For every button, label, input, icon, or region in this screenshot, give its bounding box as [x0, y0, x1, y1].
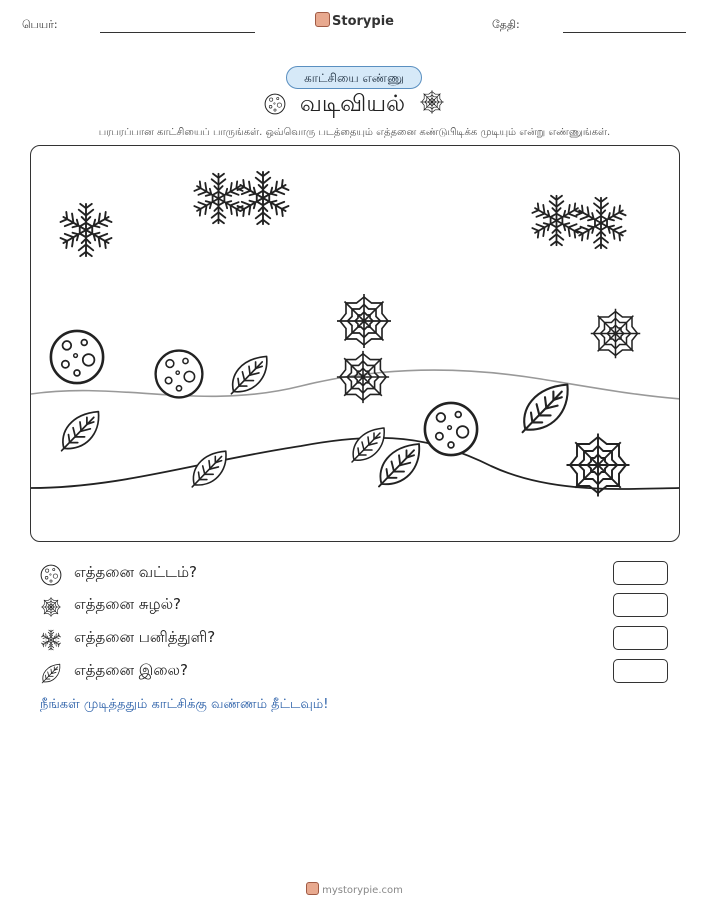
page-title: [0, 89, 709, 120]
question-circle: [40, 561, 680, 587]
question-text: எத்தனை பனித்துளி?: [74, 628, 216, 646]
answer-box-leaf[interactable]: [613, 659, 668, 683]
date-label: தேதி:: [492, 18, 520, 31]
title-text: வடிவியல்: [299, 91, 406, 117]
footer: [0, 882, 709, 896]
scene-illustration: [31, 146, 680, 542]
leaf-icon: [62, 412, 99, 451]
snowflake-icon: [194, 174, 244, 224]
leaf-icon: [352, 428, 384, 462]
brand-name: Storypie: [332, 14, 394, 29]
question-text: எத்தனை இலை?: [74, 661, 188, 679]
brand-logo: [0, 12, 709, 29]
question-text: எத்தனை சுழல்?: [74, 595, 182, 613]
snowflake-icon: [576, 198, 627, 248]
snowflake-icon: [237, 172, 289, 224]
instructions: பரபரப்பான காட்சியைப் பாருங்கள். ஒவ்வொரு படத்தையும் எத்தனை கண்டுபிடிக்க முடியும் என்று எண்ணுங்கள்.: [98, 127, 611, 138]
leaf-icon: [523, 385, 568, 433]
spiderweb-icon: [40, 596, 62, 618]
moon-icon: [425, 403, 477, 455]
activity-badge: காட்சியை எண்ணு: [286, 66, 422, 89]
storypie-logo-icon: [306, 882, 319, 895]
snowflake-icon: [40, 629, 62, 651]
question-text: எத்தனை வட்டம்?: [74, 563, 198, 581]
leaf-icon: [231, 356, 266, 393]
spiderweb-icon: [567, 434, 630, 497]
footer-url: mystorypie.com: [322, 885, 403, 896]
question-spiral: [40, 593, 680, 619]
moon-icon: [264, 93, 286, 115]
spiderweb-icon: [337, 351, 389, 403]
scene-panel: [30, 145, 680, 542]
moon-icon: [51, 331, 103, 383]
answer-box-spiral[interactable]: [613, 593, 668, 617]
question-snowflake: [40, 626, 680, 652]
moon-icon: [156, 351, 203, 398]
snowflake-icon: [532, 196, 582, 246]
leaf-icon: [40, 662, 62, 684]
moon-icon: [40, 564, 62, 586]
date-line[interactable]: [563, 32, 686, 33]
name-line[interactable]: [100, 32, 255, 33]
snowflake-icon: [60, 204, 112, 256]
spiderweb-icon: [591, 309, 641, 359]
leaf-icon: [192, 451, 226, 487]
storypie-logo-icon: [315, 12, 330, 27]
question-leaf: [40, 659, 680, 685]
leaf-icon: [379, 444, 419, 487]
spiderweb-icon: [337, 294, 391, 348]
answer-box-snowflake[interactable]: [613, 626, 668, 650]
finish-instruction: நீங்கள் முடித்ததும் காட்சிக்கு வண்ணம் தீட்டவும்!: [40, 697, 329, 712]
answer-box-circle[interactable]: [613, 561, 668, 585]
spiderweb-icon: [419, 89, 445, 115]
name-label: பெயர்:: [22, 18, 58, 31]
